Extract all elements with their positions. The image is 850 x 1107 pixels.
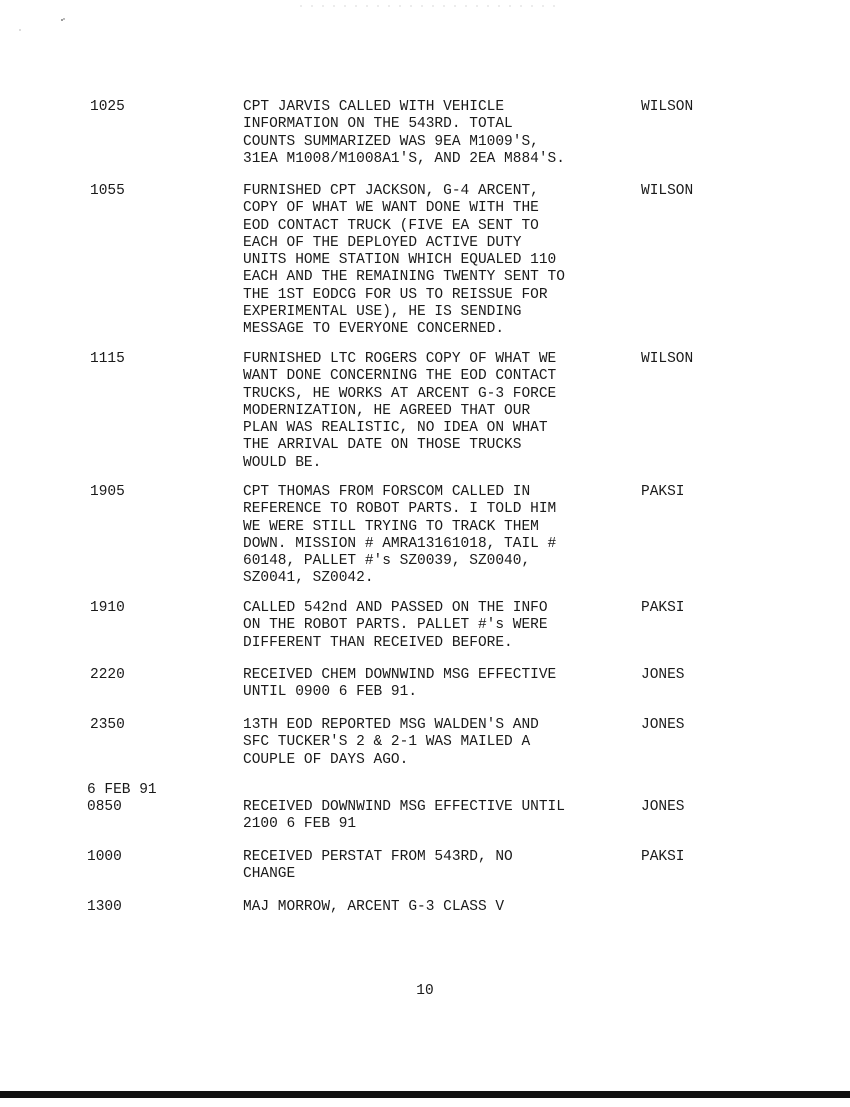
entry-text: CPT JARVIS CALLED WITH VEHICLE INFORMATION ON THE 543RD. TOTAL COUNTS SUMMARIZED WAS 9EA M1009'S, 31EA M1008/M1008A1'S, AND 2EA M884'S. [243,99,565,167]
scan-edge-bar [0,1091,850,1098]
entry-text: RECEIVED CHEM DOWNWIND MSG EFFECTIVE UNTIL 0900 6 FEB 91. [243,667,557,701]
date-heading: 6 FEB 91 [87,782,157,798]
entry-text: FURNISHED CPT JACKSON, G-4 ARCENT, COPY OF WHAT WE WANT DONE WITH THE EOD CONTACT TRUCK (FIVE EA SENT TO EACH OF THE DEPLOYED ACTIVE DUTY UNITS HOME STATION WHICH EQUALED 110 EACH AND THE REMAINING TWENTY SENT TO THE 1ST EODCG FOR US TO REISSUE FOR EXPERIMENTAL USE), HE IS SENDING MESSAGE TO EVERYONE CONCERNED. [243,183,565,338]
entry-name: JONES [641,799,685,815]
entry-time: 1300 [87,899,122,915]
entry-time: 2220 [90,667,125,683]
entry-name: JONES [641,717,685,733]
entry-time: 0850 [87,799,122,815]
entry-text: FURNISHED LTC ROGERS COPY OF WHAT WE WANT DONE CONCERNING THE EOD CONTACT TRUCKS, HE WORKS AT ARCENT G-3 FORCE MODERNIZATION, HE AGREED THAT OUR PLAN WAS REALISTIC, NO IDEA ON WHAT THE ARRIVAL DATE ON THOSE TRUCKS WOULD BE. [243,351,557,471]
entry-name: WILSON [641,99,694,115]
entry-time: 1025 [90,99,125,115]
entry-text: CPT THOMAS FROM FORSCOM CALLED IN REFERENCE TO ROBOT PARTS. I TOLD HIM WE WERE STILL TRYING TO TRACK THEM DOWN. MISSION # AMRA13161018, TAIL # 60148, PALLET #'s SZ0039, SZ0040, SZ0041, SZ0042. [243,484,557,587]
entry-text: RECEIVED PERSTAT FROM 543RD, NO CHANGE [243,849,513,883]
entry-name: PAKSI [641,849,685,865]
page-number: 10 [416,983,434,999]
entry-text: RECEIVED DOWNWIND MSG EFFECTIVE UNTIL 2100 6 FEB 91 [243,799,565,833]
entry-name: PAKSI [641,484,685,500]
entry-text: CALLED 542nd AND PASSED ON THE INFO ON THE ROBOT PARTS. PALLET #'s WERE DIFFERENT THAN RECEIVED BEFORE. [243,600,548,651]
entry-time: 1115 [90,351,125,367]
entry-name: PAKSI [641,600,685,616]
entry-name: WILSON [641,351,694,367]
entry-time: 2350 [90,717,125,733]
entry-time: 1910 [90,600,125,616]
scan-artifacts [0,0,850,40]
entry-text: MAJ MORROW, ARCENT G-3 CLASS V [243,899,505,915]
entry-time: 1905 [90,484,125,500]
entry-name: JONES [641,667,685,683]
entry-name: WILSON [641,183,694,199]
entry-time: 1000 [87,849,122,865]
entry-time: 1055 [90,183,125,199]
entry-text: 13TH EOD REPORTED MSG WALDEN'S AND SFC TUCKER'S 2 & 2-1 WAS MAILED A COUPLE OF DAYS AGO. [243,717,539,768]
